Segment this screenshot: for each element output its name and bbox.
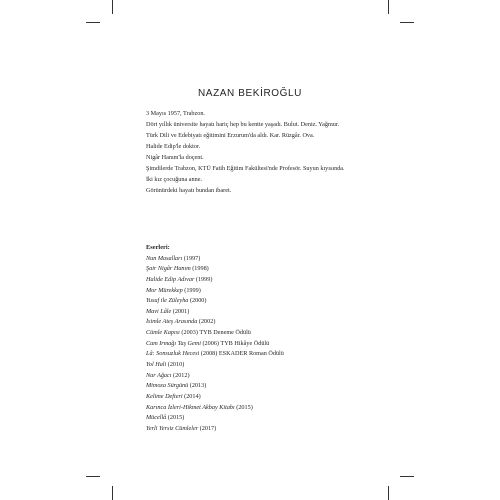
bio-paragraph: İki kız çocuğuna anne. [146, 176, 203, 183]
work-title: Kelime Defteri [146, 392, 183, 400]
bio-paragraph: Şimdilerde Trabzon, KTÜ Fatih Eğitim Fakültesi'nde Profesör. Suyun kıyısında. [146, 165, 345, 172]
crop-mark-bottom-left-h [86, 476, 100, 477]
work-title: Nar Ağacı [146, 371, 172, 379]
work-detail: (2000) [188, 297, 207, 305]
work-item [146, 425, 366, 433]
work-detail: (2010) [166, 361, 185, 368]
work-detail: (1999) [182, 286, 201, 294]
work-detail: (1998) [190, 265, 209, 273]
work-title: Yol Hali [146, 361, 167, 368]
bio-paragraph: Halide Edip'le doktor. [146, 143, 201, 150]
work-detail: (2014) [182, 392, 201, 400]
crop-mark-bottom-left-v [112, 486, 113, 500]
work-title: Cümle Kapısı [146, 329, 180, 337]
crop-mark-top-left-h [86, 22, 100, 23]
bio-paragraph: 3 Mayıs 1957, Trabzon. [146, 110, 205, 117]
work-title: Mor Mürekkep [146, 286, 183, 294]
crop-mark-bottom-right-h [400, 476, 414, 477]
work-title: Yerli Yersiz Cümleler [146, 424, 199, 432]
works-heading: Eserleri: [146, 244, 170, 251]
works-section [146, 244, 366, 435]
work-detail: (2017) [198, 424, 217, 432]
work-detail: (2006) TYB Hikâye Ödülü [200, 339, 270, 347]
bio-paragraph: Görünürdeki hayatı bundan ibaret. [146, 187, 232, 194]
work-detail: (2015) [166, 414, 185, 422]
work-item [146, 382, 366, 390]
work-title: Şair Nigâr Hanım [146, 265, 191, 273]
work-title: Karınca İzleri-Hikmet Akbay Kitabı [146, 403, 235, 411]
crop-mark-top-right-v [388, 0, 389, 14]
work-item [146, 372, 366, 380]
crop-mark-top-right-h [400, 22, 414, 23]
bio-paragraph: Türk Dili ve Edebiyatı eğitimini Erzurum'da aldı. Kar. Rüzgâr. Ova. [146, 132, 315, 139]
work-item [146, 393, 366, 401]
work-item [146, 329, 366, 337]
work-item [146, 350, 366, 358]
work-detail: (1997) [182, 254, 201, 262]
work-detail: (2008) ESKADER Roman Ödülü [199, 350, 284, 358]
work-title: Mücellâ [146, 414, 167, 422]
work-item [146, 287, 366, 295]
work-detail: (2002) [197, 318, 216, 326]
bio-paragraph: Dört yıllık üniversite hayatı hariç hep bu kentte yaşadı. Bulut. Deniz. Yağmur. [146, 121, 340, 128]
work-detail: (2001) [171, 307, 190, 315]
work-detail: (1999) [194, 275, 213, 283]
work-item [146, 255, 366, 263]
work-title: Cam Irmağı Taş Gemi [146, 339, 201, 347]
author-name-heading: NAZAN BEKİROĞLU [197, 88, 303, 99]
work-detail: (2013) [188, 382, 207, 390]
work-item [146, 276, 366, 284]
work-title: Mimoza Sürgünü [146, 382, 189, 390]
work-item [146, 361, 366, 369]
work-title: İsimle Ateş Arasında [146, 318, 198, 326]
crop-mark-top-left-v [112, 0, 113, 14]
work-title: Mavi Lâle [146, 307, 172, 315]
work-title: Halide Edip Adıvar [146, 275, 195, 283]
work-item [146, 404, 366, 412]
work-item [146, 297, 366, 305]
work-title: Lâ: Sonsuzluk Hecesi [146, 350, 200, 358]
bio-paragraph: Nigâr Hanım'la doçent. [146, 154, 204, 161]
work-title: Yusuf ile Züleyha [146, 297, 189, 305]
work-item [146, 265, 366, 273]
work-detail: (2003) TYB Deneme Ödülü [179, 329, 251, 337]
work-item [146, 340, 366, 348]
biography-section [146, 110, 356, 198]
work-item [146, 318, 366, 326]
work-item [146, 308, 366, 316]
crop-mark-bottom-right-v [388, 486, 389, 500]
work-detail: (2015) [234, 403, 253, 411]
work-detail: (2012) [171, 371, 190, 379]
work-item [146, 414, 366, 422]
work-title: Nun Masalları [146, 254, 183, 262]
